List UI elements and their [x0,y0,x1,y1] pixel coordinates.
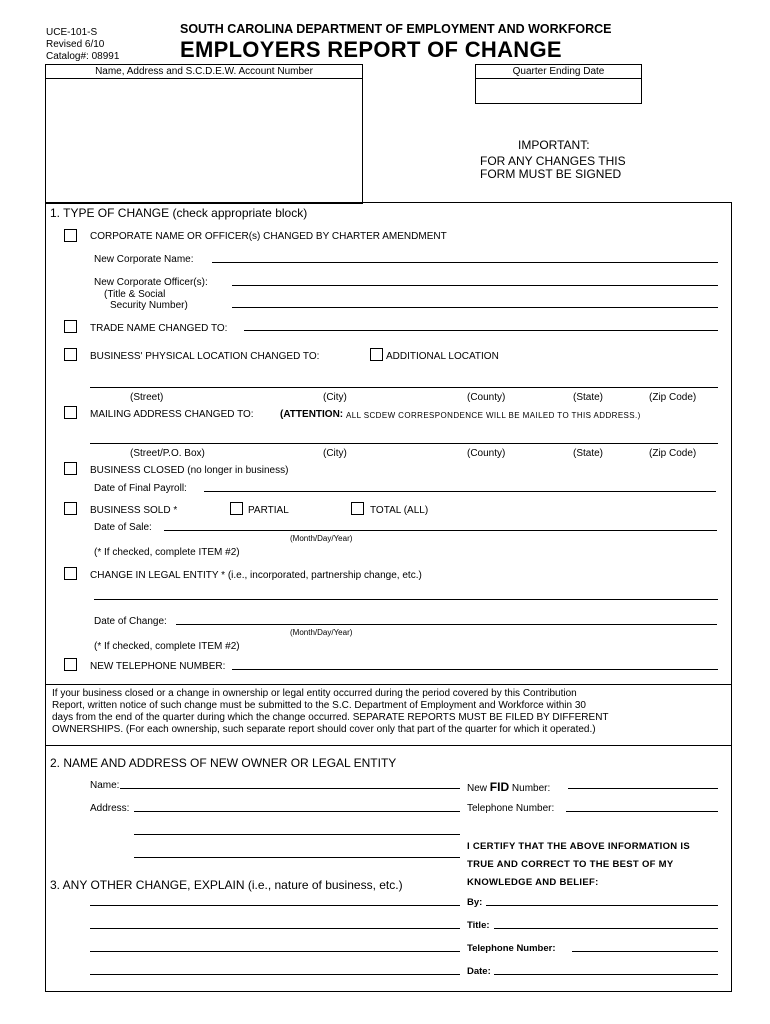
new-corporate-officers-field-2[interactable] [232,307,718,308]
new-telephone-field[interactable] [232,669,718,670]
state-caption-2: (State) [573,448,604,459]
date-field[interactable] [494,974,718,975]
notice-line3: days from the end of the quarter during which the change occurred. SEPARATE REPORTS MUST BE FILED BY DIFFERENT [52,712,609,723]
notice-bottom-border [45,745,732,746]
name-address-box[interactable] [45,64,363,204]
catalog-number: Catalog#: 08991 [46,51,120,62]
corporate-change-label: CORPORATE NAME OR OFFICER(s) CHANGED BY CHARTER AMENDMENT [90,231,447,242]
street-caption: (Street) [130,392,164,403]
date-of-sale-field[interactable] [164,530,717,531]
owner-address-label: Address: [90,803,130,814]
other-change-field-2[interactable] [90,928,460,929]
final-payroll-field[interactable] [204,491,716,492]
owner-name-label: Name: [90,780,120,791]
important-line1: FOR ANY CHANGES THIS [480,154,626,168]
name-address-label: Name, Address and S.C.D.E.W. Account Number [95,66,313,77]
total-label: TOTAL (ALL) [370,505,429,516]
important-label: IMPORTANT: [518,138,590,152]
legal-entity-field[interactable] [94,599,718,600]
state-caption: (State) [573,392,604,403]
notice-line2: Report, written notice of such change must be submitted to the S.C. Department of Employment and Workforce within 30 [52,700,586,711]
certify-line3: KNOWLEDGE AND BELIEF: [467,877,599,888]
section2-heading: 2. NAME AND ADDRESS OF NEW OWNER OR LEGAL ENTITY [50,756,397,770]
mailing-address-field[interactable] [90,443,718,444]
mdy-caption: (Month/Day/Year) [290,534,353,543]
form-title: EMPLOYERS REPORT OF CHANGE [180,37,562,62]
revised-date: Revised 6/10 [46,39,105,50]
new-telephone-label: NEW TELEPHONE NUMBER: [90,661,226,672]
fid-word: FID [489,780,510,794]
date-label: Date: [467,966,491,977]
new-corporate-officers-label: New Corporate Officer(s): [94,277,208,288]
business-sold-label: BUSINESS SOLD * [90,505,178,516]
additional-location-label: ADDITIONAL LOCATION [386,351,499,362]
physical-address-field[interactable] [90,387,718,388]
date-of-sale-label: Date of Sale: [94,522,152,533]
street-po-caption: (Street/P.O. Box) [130,448,205,459]
new-corporate-name-label: New Corporate Name: [94,254,194,265]
mdy-caption-2: (Month/Day/Year) [290,628,353,637]
county-caption-2: (County) [467,448,506,459]
business-closed-label: BUSINESS CLOSED (no longer in business) [90,465,289,476]
notice-text [52,688,722,736]
owner-telephone-label: Telephone Number: [467,803,555,814]
corporate-change-checkbox[interactable] [64,229,77,242]
owner-address-field-3[interactable] [134,857,460,858]
if-checked-note: (* If checked, complete ITEM #2) [94,547,240,558]
title-field[interactable] [494,928,718,929]
new-fid-label [467,780,550,794]
notice-line1: If your business closed or a change in ownership or legal entity occurred during the period covered by this Contribution [52,688,577,699]
if-checked-note-2: (* If checked, complete ITEM #2) [94,641,240,652]
owner-name-field[interactable] [120,788,460,789]
by-label: By: [467,897,483,908]
business-sold-checkbox[interactable] [64,502,77,515]
attention-note: ALL SCDEW CORRESPONDENCE WILL BE MAILED TO THIS ADDRESS.) [346,411,641,420]
title-label: Title: [467,920,490,931]
trade-name-label: TRADE NAME CHANGED TO: [90,323,228,334]
signer-telephone-field[interactable] [572,951,718,952]
other-change-field-4[interactable] [90,974,460,975]
certify-line2: TRUE AND CORRECT TO THE BEST OF MY [467,859,674,870]
physical-location-label: BUSINESS' PHYSICAL LOCATION CHANGED TO: [90,351,320,362]
legal-entity-label: CHANGE IN LEGAL ENTITY * (i.e., incorporated, partnership change, etc.) [90,570,422,581]
owner-address-field-1[interactable] [134,811,460,812]
new-word: New [467,783,488,794]
attention-label: (ATTENTION: [280,409,344,420]
signer-telephone-label: Telephone Number: [467,943,556,954]
city-caption-2: (City) [323,448,347,459]
notice-line4: OWNERSHIPS. (For each ownership, such separate report should cover only that part of the quarter for which it operated.) [52,724,596,735]
date-of-change-field[interactable] [176,624,717,625]
business-closed-checkbox[interactable] [64,462,77,475]
other-change-field-1[interactable] [90,905,460,906]
partial-label: PARTIAL [248,505,289,516]
notice-top-border [45,684,732,685]
other-change-field-3[interactable] [90,951,460,952]
owner-address-field-2[interactable] [134,834,460,835]
title-social-label: (Title & Social [104,289,166,300]
city-caption: (City) [323,392,347,403]
mailing-address-checkbox[interactable] [64,406,77,419]
trade-name-field[interactable] [244,330,718,331]
total-checkbox[interactable] [351,502,364,515]
legal-entity-checkbox[interactable] [64,567,77,580]
security-number-label: Security Number) [110,300,188,311]
county-caption: (County) [467,392,506,403]
certify-line1: I CERTIFY THAT THE ABOVE INFORMATION IS [467,841,690,852]
section3-heading: 3. ANY OTHER CHANGE, EXPLAIN (i.e., nature of business, etc.) [50,878,403,892]
name-address-divider [45,78,363,79]
owner-telephone-field[interactable] [566,811,718,812]
physical-location-checkbox[interactable] [64,348,77,361]
section1-heading: 1. TYPE OF CHANGE (check appropriate block) [50,206,308,220]
zip-caption: (Zip Code) [649,392,697,403]
zip-caption-2: (Zip Code) [649,448,697,459]
form-code: UCE-101-S [46,27,98,38]
number-word: Number: [511,783,551,794]
quarter-ending-label: Quarter Ending Date [512,66,605,77]
date-of-change-label: Date of Change: [94,616,167,627]
additional-location-checkbox[interactable] [370,348,383,361]
partial-checkbox[interactable] [230,502,243,515]
final-payroll-label: Date of Final Payroll: [94,483,187,494]
mailing-address-label: MAILING ADDRESS CHANGED TO: [90,409,254,420]
quarter-divider [475,78,642,79]
trade-name-checkbox[interactable] [64,320,77,333]
certify-statement [467,838,690,892]
new-corporate-officers-field-1[interactable] [232,285,718,286]
important-line2: FORM MUST BE SIGNED [480,167,622,181]
new-corporate-name-field[interactable] [212,262,718,263]
department-name: SOUTH CAROLINA DEPARTMENT OF EMPLOYMENT AND WORKFORCE [180,22,612,36]
new-fid-field[interactable] [568,788,718,789]
by-field[interactable] [486,905,718,906]
new-telephone-checkbox[interactable] [64,658,77,671]
